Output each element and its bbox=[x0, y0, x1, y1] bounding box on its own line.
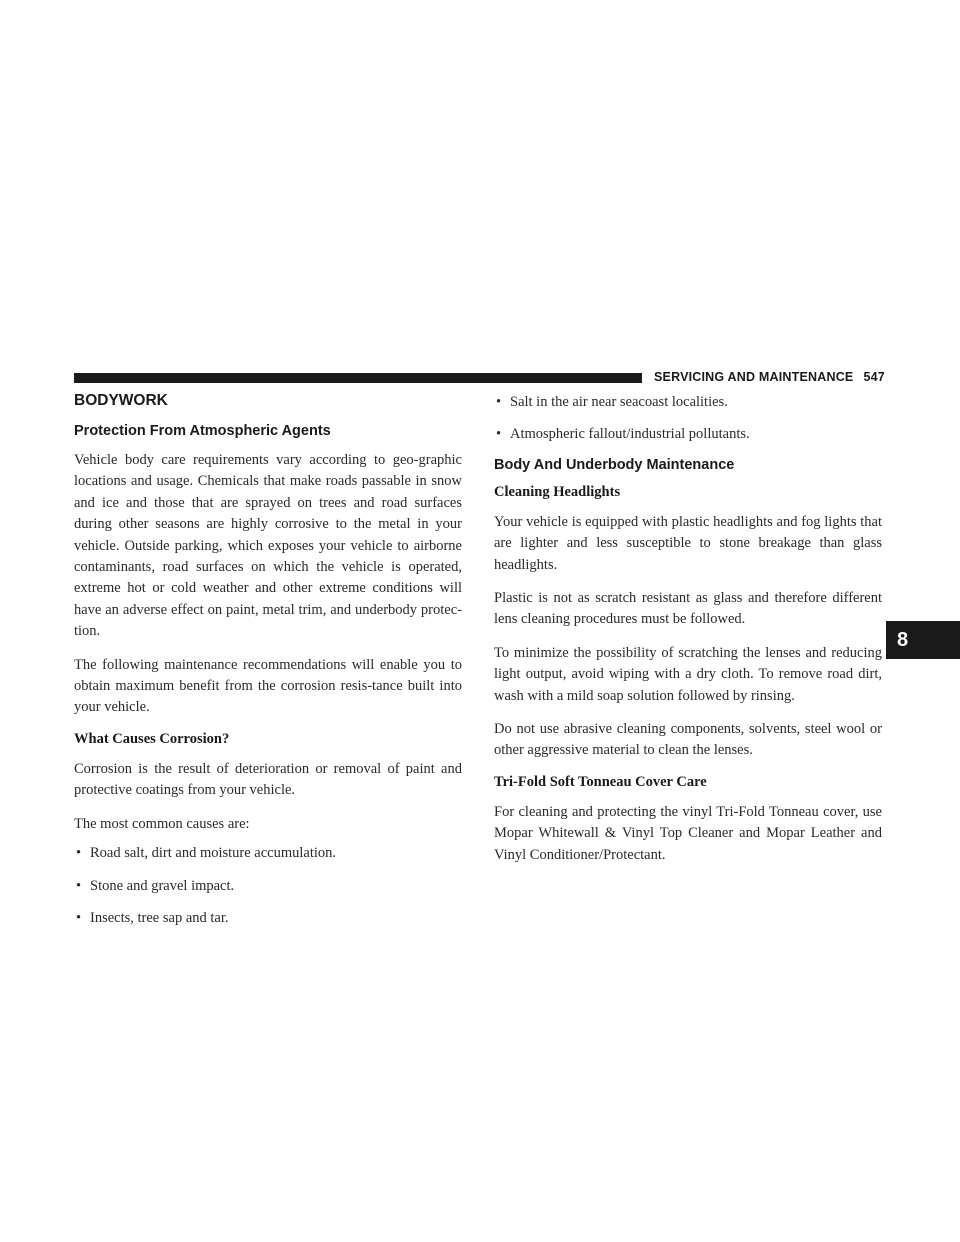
list-item: • Atmospheric fallout/industrial pollutants. bbox=[494, 424, 882, 445]
subsection-title-atmospheric: Protection From Atmospheric Agents bbox=[74, 423, 331, 439]
paragraph: Vehicle body care requirements vary according to geo-graphic locations and usage. Chemicals that make roads passable in snow and ice and those that are sprayed on trees and road surfaces during other seasons are highly corrosive to the metal in your vehicle. Outside parking, which exposes your vehicle to airborne contaminants, road surfaces on which the vehicle is operated, extreme hot or cold weather and other extreme conditions will have an adverse effect on paint, metal trim, and underbody protec-tion. bbox=[74, 452, 462, 640]
running-header bbox=[654, 370, 885, 384]
paragraph: The most common causes are: bbox=[74, 815, 250, 832]
heading-tonneau-cover-care: Tri-Fold Soft Tonneau Cover Care bbox=[494, 773, 707, 790]
paragraph: Do not use abrasive cleaning components, solvents, steel wool or other aggressive material to clean the lenses. bbox=[494, 721, 882, 759]
paragraph: Your vehicle is equipped with plastic headlights and fog lights that are lighter and less susceptible to stone breakage than glass headlights. bbox=[494, 513, 882, 573]
paragraph: The following maintenance recommendations will enable you to obtain maximum benefit from the corrosion resis-tance built into your vehicle. bbox=[74, 656, 462, 716]
page-number: 547 bbox=[863, 370, 885, 384]
right-column bbox=[494, 392, 882, 878]
list-item: • Stone and gravel impact. bbox=[74, 876, 462, 897]
left-column bbox=[74, 392, 462, 940]
list-item: • Insects, tree sap and tar. bbox=[74, 908, 462, 929]
causes-list bbox=[74, 843, 462, 929]
causes-list-continued bbox=[494, 392, 882, 446]
heading-cleaning-headlights: Cleaning Headlights bbox=[494, 483, 621, 500]
heading-what-causes-corrosion: What Causes Corrosion? bbox=[74, 730, 230, 747]
list-item: • Salt in the air near seacoast localities. bbox=[494, 392, 882, 413]
paragraph: For cleaning and protecting the vinyl Tri-Fold Tonneau cover, use Mopar Whitewall & Vinyl Top Cleaner and Mopar Leather and Vinyl Conditioner/Protectant. bbox=[494, 803, 882, 863]
paragraph: To minimize the possibility of scratching the lenses and reducing light output, avoid wiping with a dry cloth. To remove road dirt, wash with a mild soap solution followed by rinsing. bbox=[494, 644, 882, 704]
subsection-title-body-underbody: Body And Underbody Maintenance bbox=[494, 456, 735, 473]
header-rule bbox=[74, 373, 642, 383]
paragraph: Corrosion is the result of deterioration or removal of paint and protective coatings from your vehicle. bbox=[74, 760, 462, 799]
section-title-bodywork: BODYWORK bbox=[74, 392, 168, 409]
chapter-title: SERVICING AND MAINTENANCE bbox=[654, 370, 854, 384]
chapter-tab: 8 bbox=[886, 621, 960, 659]
list-item: • Road salt, dirt and moisture accumulation. bbox=[74, 843, 462, 864]
paragraph: Plastic is not as scratch resistant as glass and therefore different lens cleaning procedures must be followed. bbox=[494, 590, 882, 628]
